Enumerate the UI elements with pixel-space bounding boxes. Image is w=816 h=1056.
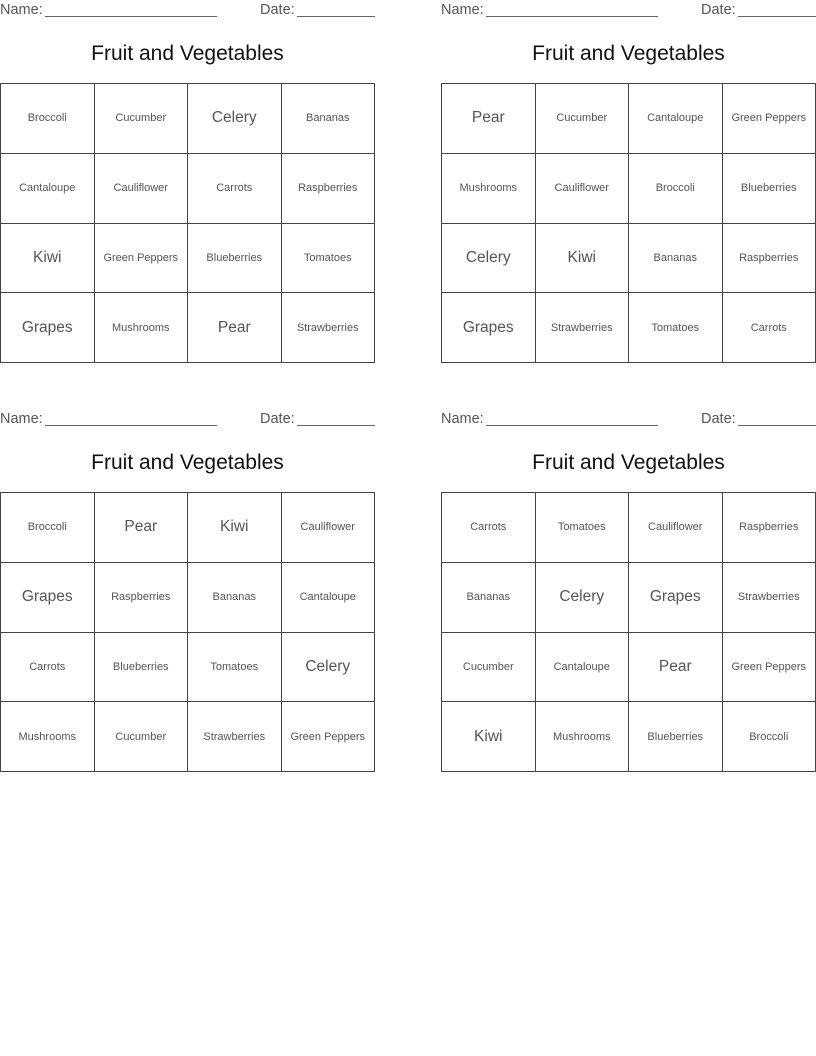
bingo-cell: Strawberries — [536, 293, 630, 363]
bingo-cell: Kiwi — [536, 224, 630, 294]
name-label: Name: — [441, 411, 484, 427]
bingo-cell: Carrots — [723, 293, 816, 363]
bingo-cell: Pear — [629, 633, 723, 703]
bingo-cell: Cucumber — [536, 84, 630, 154]
bingo-card-4 — [441, 409, 816, 745]
bingo-cell: Bananas — [629, 224, 723, 294]
card-header — [0, 0, 375, 22]
name-label: Name: — [0, 411, 43, 427]
bingo-cell: Strawberries — [723, 563, 816, 633]
bingo-cell: Cantaloupe — [629, 84, 723, 154]
bingo-card-3 — [0, 409, 375, 743]
card-header — [0, 409, 375, 431]
bingo-cell: Blueberries — [188, 224, 282, 294]
bingo-cell: Carrots — [1, 633, 95, 703]
bingo-grid — [441, 492, 816, 772]
bingo-cell: Strawberries — [282, 293, 376, 363]
bingo-cell: Celery — [282, 633, 376, 703]
bingo-cell: Broccoli — [629, 154, 723, 224]
bingo-cell: Green Peppers — [723, 633, 816, 703]
bingo-cell: Mushrooms — [442, 154, 536, 224]
bingo-cell: Strawberries — [188, 702, 282, 772]
bingo-cell: Cucumber — [95, 702, 189, 772]
bingo-cell: Tomatoes — [188, 633, 282, 703]
bingo-cell: Grapes — [1, 293, 95, 363]
bingo-cell: Pear — [442, 84, 536, 154]
card-title: Fruit and Vegetables — [91, 451, 284, 474]
bingo-cell: Cantaloupe — [282, 563, 376, 633]
name-blank-line — [486, 425, 658, 426]
bingo-cell: Mushrooms — [1, 702, 95, 772]
bingo-cell: Cauliflower — [629, 493, 723, 563]
date-label: Date: — [701, 411, 736, 427]
card-header — [441, 0, 816, 22]
bingo-cell: Cantaloupe — [1, 154, 95, 224]
bingo-cell: Grapes — [629, 563, 723, 633]
card-title: Fruit and Vegetables — [91, 42, 284, 65]
bingo-cell: Blueberries — [95, 633, 189, 703]
name-label: Name: — [0, 2, 43, 18]
bingo-cell: Tomatoes — [536, 493, 630, 563]
bingo-cell: Broccoli — [1, 84, 95, 154]
date-label: Date: — [260, 411, 295, 427]
bingo-cell: Cauliflower — [95, 154, 189, 224]
card-header — [441, 409, 816, 431]
bingo-cell: Green Peppers — [95, 224, 189, 294]
bingo-cell: Celery — [442, 224, 536, 294]
bingo-cell: Blueberries — [629, 702, 723, 772]
date-blank-line — [738, 16, 816, 17]
bingo-cell: Tomatoes — [629, 293, 723, 363]
bingo-cell: Raspberries — [723, 224, 816, 294]
date-blank-line — [738, 425, 816, 426]
bingo-cell: Green Peppers — [723, 84, 816, 154]
name-blank-line — [45, 425, 217, 426]
bingo-cell: Mushrooms — [536, 702, 630, 772]
bingo-cell: Bananas — [188, 563, 282, 633]
bingo-card-1 — [0, 0, 375, 336]
bingo-card-2 — [441, 0, 816, 336]
bingo-cell: Carrots — [188, 154, 282, 224]
bingo-cell: Broccoli — [723, 702, 816, 772]
bingo-cell: Pear — [95, 493, 189, 563]
bingo-cell: Carrots — [442, 493, 536, 563]
bingo-cell: Bananas — [282, 84, 376, 154]
bingo-grid — [441, 83, 816, 363]
name-label: Name: — [441, 2, 484, 18]
bingo-cell: Kiwi — [442, 702, 536, 772]
bingo-cell: Cauliflower — [282, 493, 376, 563]
bingo-cell: Celery — [536, 563, 630, 633]
bingo-cell: Cauliflower — [536, 154, 630, 224]
card-title: Fruit and Vegetables — [532, 42, 725, 65]
bingo-cell: Tomatoes — [282, 224, 376, 294]
bingo-cell: Pear — [188, 293, 282, 363]
bingo-cell: Raspberries — [723, 493, 816, 563]
bingo-cell: Kiwi — [188, 493, 282, 563]
bingo-grid — [0, 83, 375, 363]
bingo-cell: Kiwi — [1, 224, 95, 294]
bingo-cell: Cucumber — [95, 84, 189, 154]
bingo-cell: Celery — [188, 84, 282, 154]
name-blank-line — [45, 16, 217, 17]
bingo-cell: Blueberries — [723, 154, 816, 224]
bingo-cell: Green Peppers — [282, 702, 376, 772]
bingo-cell: Cantaloupe — [536, 633, 630, 703]
bingo-cell: Mushrooms — [95, 293, 189, 363]
bingo-grid — [0, 492, 375, 772]
name-blank-line — [486, 16, 658, 17]
date-blank-line — [297, 16, 375, 17]
bingo-cell: Broccoli — [1, 493, 95, 563]
bingo-cell: Grapes — [442, 293, 536, 363]
date-label: Date: — [260, 2, 295, 18]
bingo-cell: Cucumber — [442, 633, 536, 703]
bingo-cell: Bananas — [442, 563, 536, 633]
bingo-cell: Raspberries — [95, 563, 189, 633]
date-blank-line — [297, 425, 375, 426]
card-title: Fruit and Vegetables — [532, 451, 725, 474]
bingo-cell: Raspberries — [282, 154, 376, 224]
date-label: Date: — [701, 2, 736, 18]
bingo-cell: Grapes — [1, 563, 95, 633]
